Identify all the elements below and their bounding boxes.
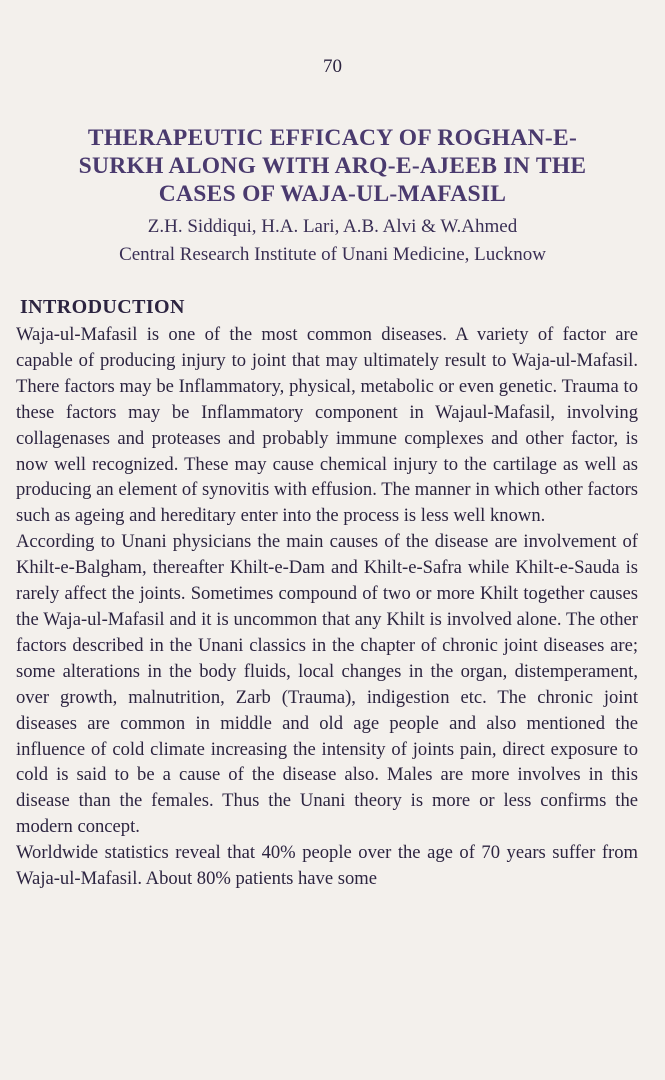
paper-title xyxy=(30,124,635,208)
paragraph: Worldwide statistics reveal that 40% people over the age of 70 years suffer from Waja-ul-Mafasil. About 80% patients have some xyxy=(16,842,638,890)
page-number: 70 xyxy=(323,56,342,77)
paragraph: According to Unani physicians the main causes of the disease are involvement of Khilt-e-Balgham, thereafter Khilt-e-Dam and Khilt-e-Safra while Khilt-e-Sauda is rarely affect the joints. Sometimes compound of two or more Khilt together causes the Waja-ul-Mafasil and it is uncommon that any Khilt is involved alone. The other factors described in the Unani classics in the chapter of chronic joint diseases are; some alterations in the body fluids, local changes in the organ, distemperament, over growth, malnutrition, Zarb (Trauma), indigestion etc. The chronic joint diseases are common in middle and old age people and also mentioned the influence of cold climate increasing the intensity of joints pain, direct exposure to cold is said to be a cause of the disease also. Males are more involves in this disease than the females. Thus the Unani theory is more or less confirms the modern concept. xyxy=(16,531,638,838)
paragraph: Waja-ul-Mafasil is one of the most common diseases. A variety of factor are capable of producing injury to joint that may ultimately result to Waja-ul-Mafasil. There factors may be Inflammatory, physical, metabolic or even genetic. Trauma to these factors may be Inflammatory component in Wajaul-Mafasil, involving collagenases and proteases and probably immune complexes and other factor, is now well recognized. These may cause chemical injury to the cartilage as well as producing an element of synovitis with effusion. The manner in which other factors such as ageing and hereditary enter into the process is less well known. xyxy=(16,324,638,527)
title-line: THERAPEUTIC EFFICACY OF ROGHAN-E- xyxy=(87,125,578,151)
title-line: SURKH ALONG WITH ARQ-E-AJEEB IN THE xyxy=(78,153,587,179)
affiliation-line: Central Research Institute of Unani Medicine, Lucknow xyxy=(119,244,546,265)
section-heading-introduction: INTRODUCTION xyxy=(20,296,185,318)
authors-line: Z.H. Siddiqui, H.A. Lari, A.B. Alvi & W.Ahmed xyxy=(147,216,518,237)
body-text xyxy=(16,322,638,892)
title-line: CASES OF WAJA-UL-MAFASIL xyxy=(158,181,507,207)
